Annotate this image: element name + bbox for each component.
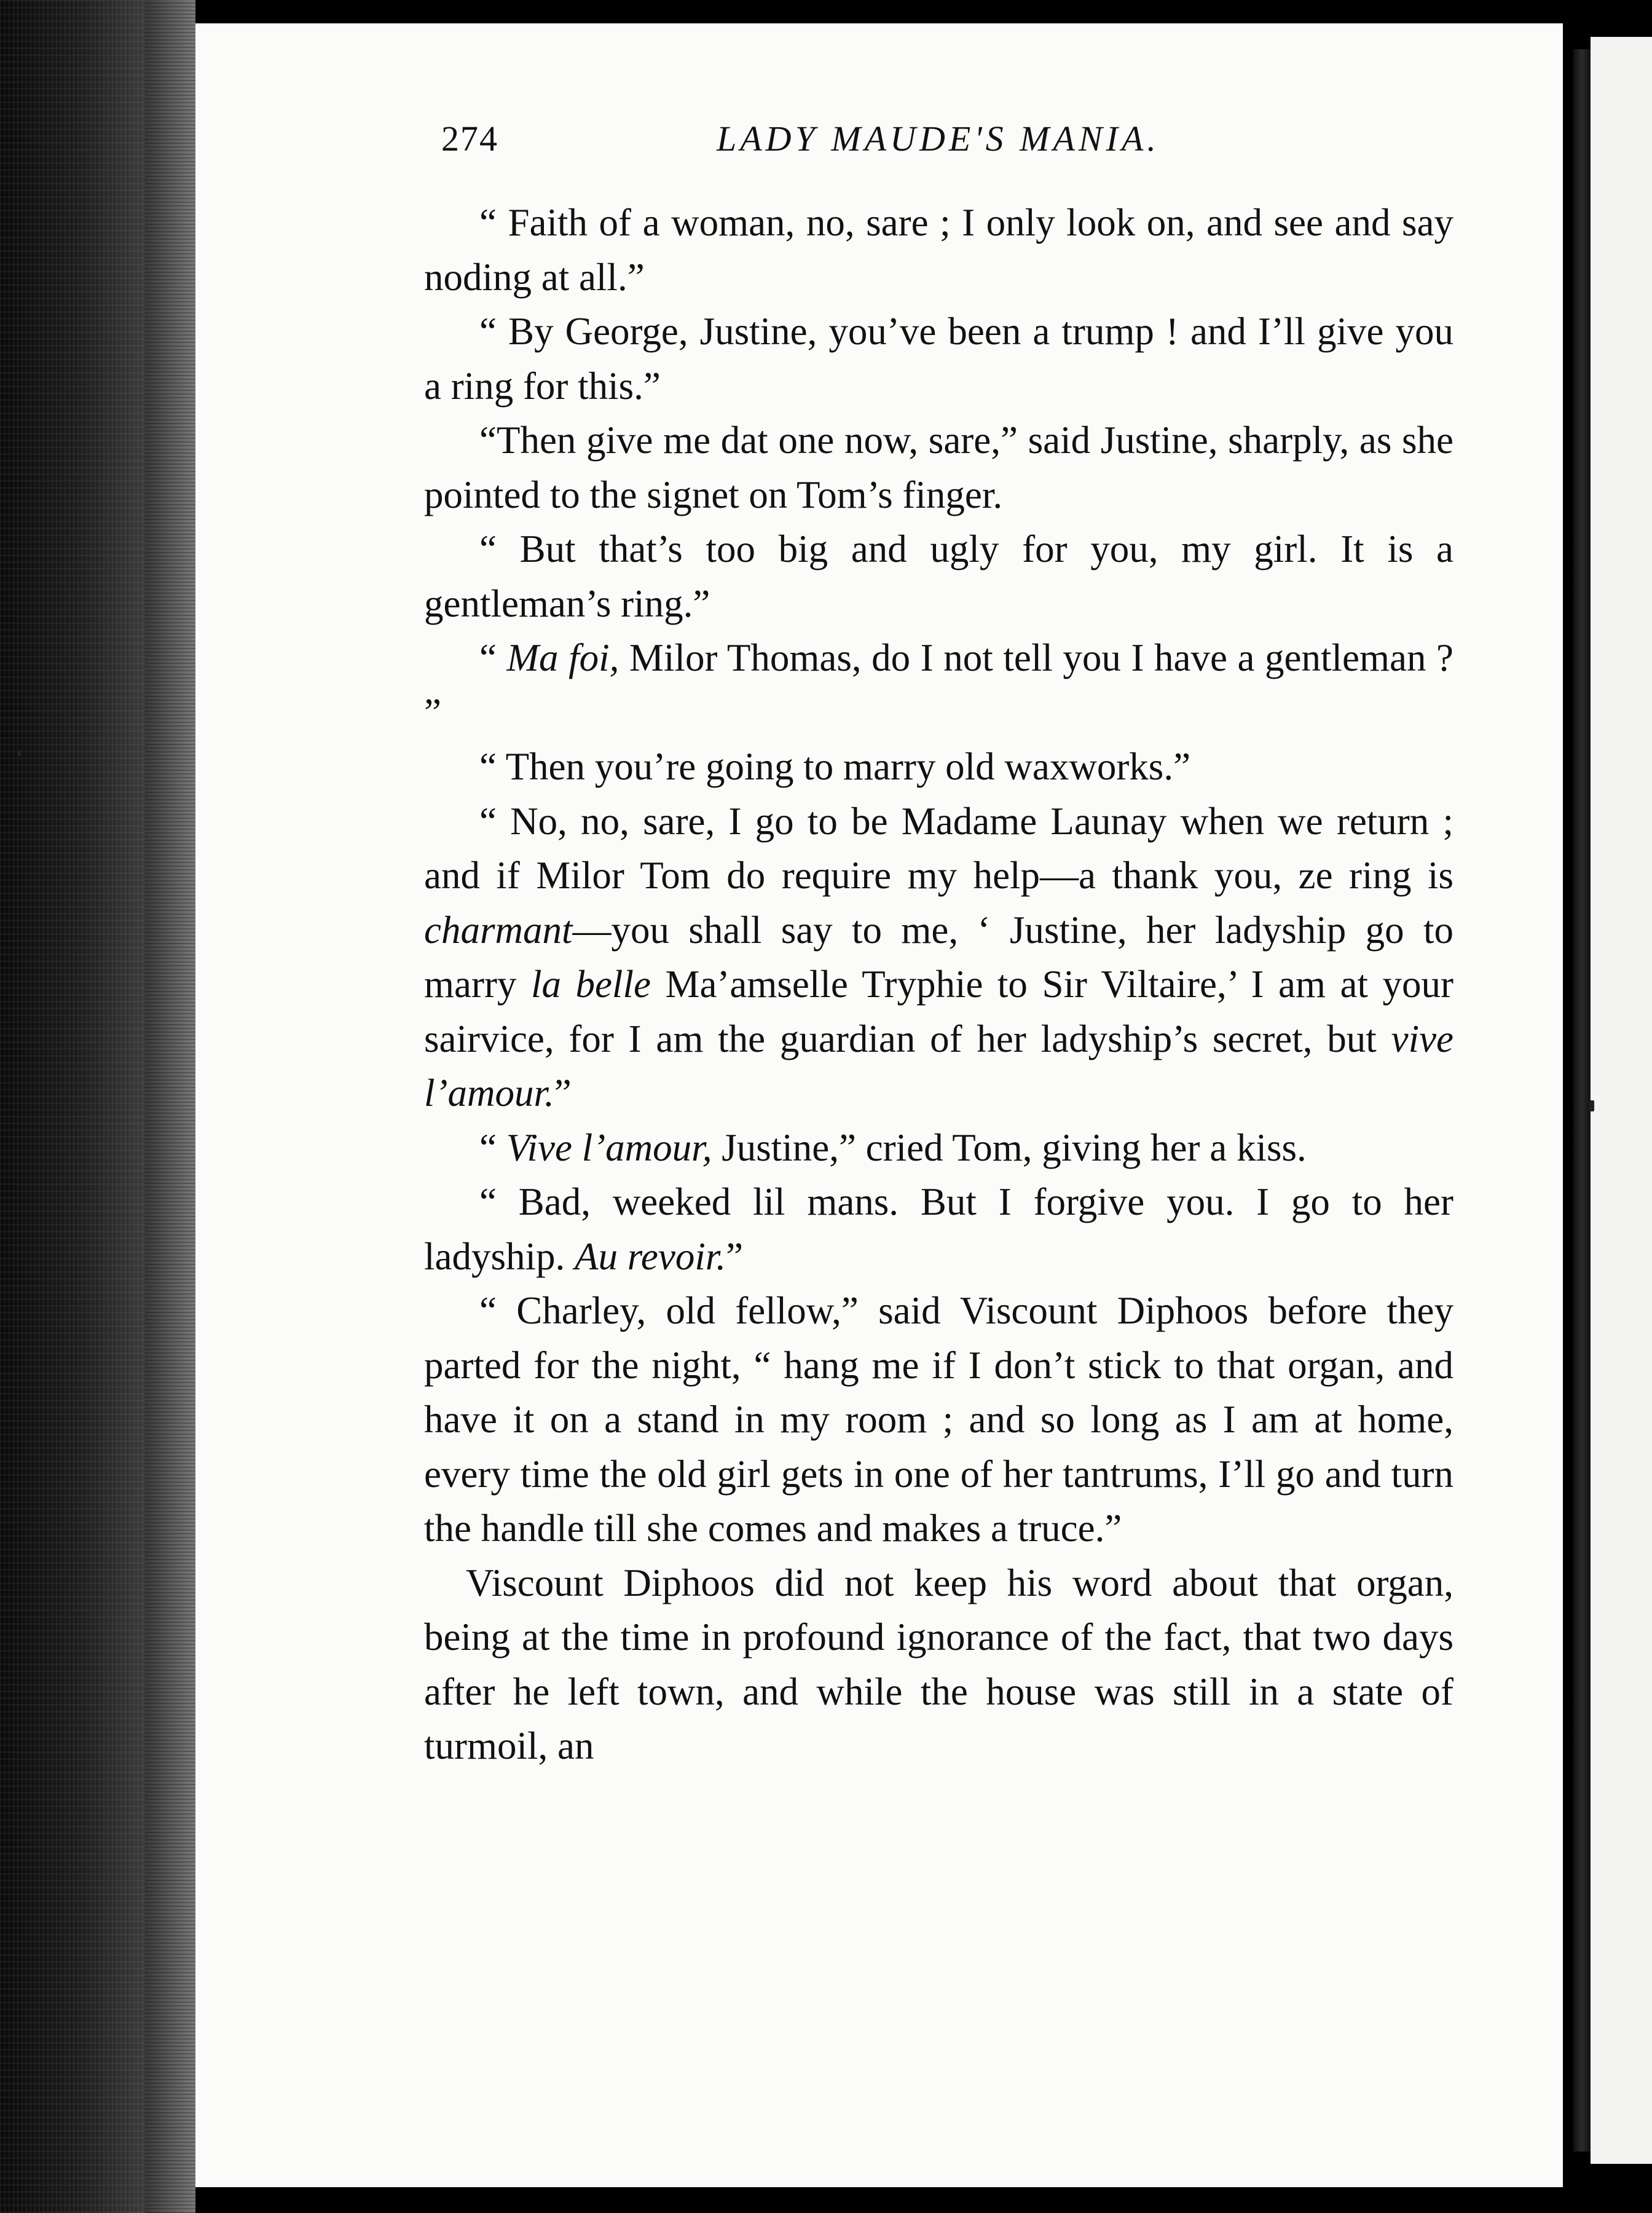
- body-text: [424, 195, 1453, 1773]
- text-run: “ No, no, sare, I go to be Madame Launay when we return ; and if Milor Tom do require my help—a thank you, ze ring is: [424, 799, 1453, 897]
- scan-speck: [17, 750, 21, 756]
- text-run: “ Faith of a woman, no, sare ; I only look on, and see and say noding at all.”: [424, 201, 1453, 299]
- paragraph: [424, 195, 1453, 304]
- text-run: “ Then you’re going to marry old waxworks.”: [479, 745, 1191, 788]
- paragraph: [424, 413, 1453, 522]
- paragraph: [424, 1175, 1453, 1284]
- running-title: LADY MAUDE'S MANIA.: [717, 119, 1160, 159]
- text-run: Milor Thomas, do I not tell you I have a gentleman ? ”: [424, 636, 1453, 734]
- text-run: —you shall say to me, ‘ Justine, her ladyship go to marry: [424, 908, 1453, 1006]
- paragraph: [424, 1121, 1453, 1175]
- facing-page-margin: [1591, 37, 1652, 2164]
- paragraph: [424, 631, 1453, 740]
- text-run: “ By George, Justine, you’ve been a trump ! and I’ll give you a ring for this.”: [424, 310, 1453, 408]
- text-run: “ But that’s too big and ugly for you, my girl. It is a gentleman’s ring.”: [424, 527, 1453, 625]
- paragraph: [424, 740, 1453, 794]
- text-run: “ Charley, old fellow,” said Viscount Diphoos before they parted for the night, “ hang me if I don’t stick to that organ, and have it on a stand in my room ; and so long as I am at home, every time the old girl gets in one of her tantrums, I’ll go and turn the handle till she comes and makes a truce.”: [424, 1289, 1453, 1550]
- paragraph: [424, 1284, 1453, 1556]
- italic-text: charmant: [424, 908, 573, 952]
- facing-page-gutter: [1573, 49, 1591, 2152]
- text-run: Justine,” cried Tom, giving her a kiss.: [712, 1126, 1307, 1169]
- scan-speck: [1589, 1100, 1594, 1111]
- text-run: Ma’amselle Tryphie to Sir Viltaire,’ I am at your sairvice, for I am the guardian of her ladyship’s secret, but: [424, 963, 1453, 1060]
- paragraph: [424, 1556, 1453, 1773]
- italic-text: la belle: [530, 963, 651, 1006]
- page-number: 274: [441, 119, 498, 159]
- text-run: “ Bad, weeked lil mans. But I forgive you. I go to her ladyship.: [424, 1180, 1453, 1278]
- text-run: “: [479, 636, 507, 679]
- text-run: “Then give me dat one now, sare,” said Justine, sharply, as she pointed to the signet on Tom’s finger.: [424, 419, 1453, 516]
- text-run: ”: [726, 1234, 744, 1278]
- italic-text: Vive l’amour,: [506, 1126, 712, 1169]
- text-run: Viscount Diphoos did not keep his word about that organ, being at the time in profound ignorance of the fact, that two days after he left town, and while the house was still in a state of turmoil, an: [424, 1561, 1453, 1767]
- text-run: “: [479, 1126, 506, 1169]
- paragraph: [424, 522, 1453, 631]
- text-run: ”: [554, 1071, 572, 1114]
- paragraph: [424, 304, 1453, 413]
- italic-text: Au revoir.: [575, 1234, 726, 1278]
- italic-text: Ma foi,: [506, 636, 620, 679]
- italic-text: vive l’amour.: [424, 1017, 1453, 1114]
- page-edge-shadow: [145, 0, 195, 2213]
- paragraph: [424, 794, 1453, 1121]
- running-header: [441, 118, 1461, 167]
